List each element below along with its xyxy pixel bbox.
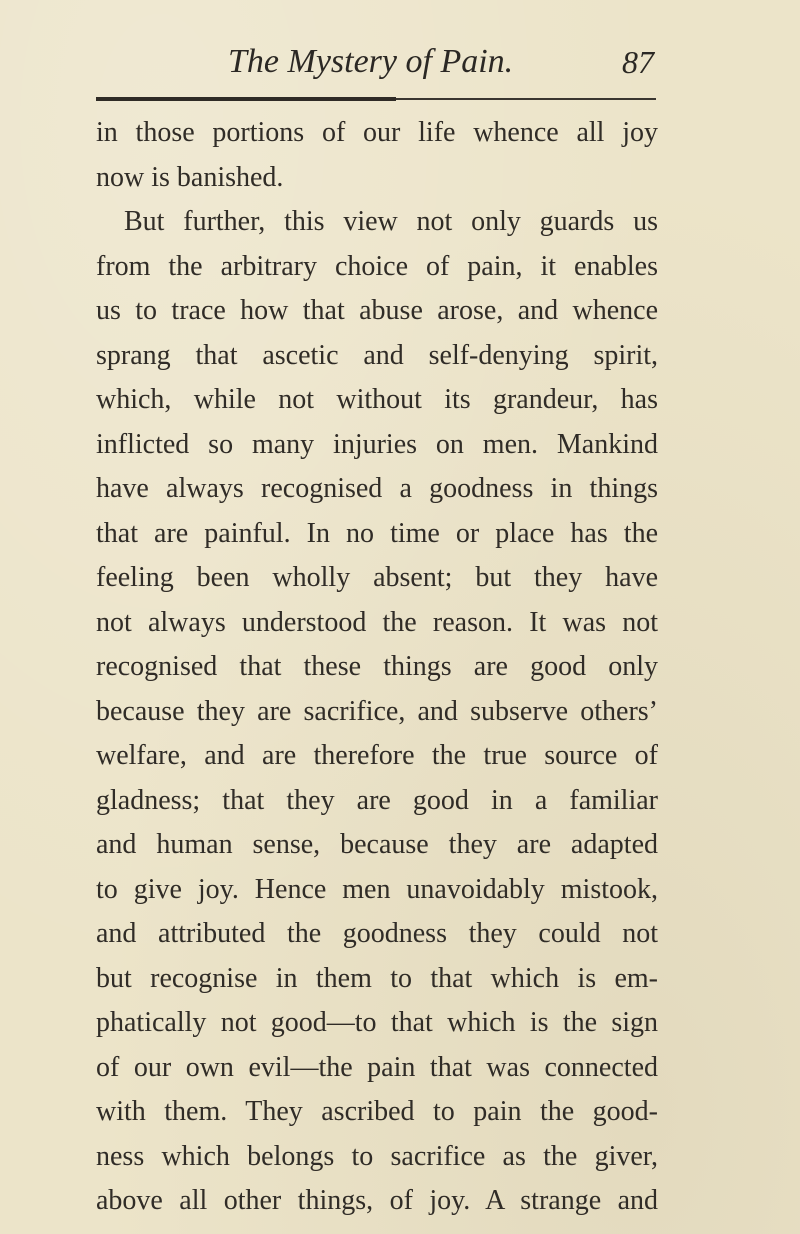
text-line: above all other things, of joy. A strange and <box>96 1185 658 1216</box>
text-line: now is banished. <box>96 161 284 193</box>
text-line: and human sense, because they are adapted <box>96 829 658 860</box>
body-text <box>96 111 658 1224</box>
header-rule <box>96 98 656 100</box>
text-line: in those portions of our life whence all joy <box>96 117 658 148</box>
text-line: have always recognised a goodness in things <box>96 473 658 504</box>
text-line: because they are sacrifice, and subserve others’ <box>96 695 658 727</box>
text-line: with them. They ascribed to pain the good- <box>96 1096 658 1127</box>
text-line: from the arbitrary choice of pain, it enables <box>96 250 658 282</box>
text-line: sprang that ascetic and self-denying spirit, <box>96 339 658 371</box>
text-line: not always understood the reason. It was not <box>96 606 658 638</box>
running-title: The Mystery of Pain. <box>228 43 514 80</box>
text-line: but recognise in them to that which is em- <box>96 962 658 994</box>
text-line: and attributed the goodness they could not <box>96 918 658 949</box>
text-line: welfare, and are therefore the true source of <box>96 740 658 771</box>
page-number: 87 <box>622 44 654 80</box>
text-line: inflicted so many injuries on men. Mankind <box>96 428 658 460</box>
text-line: feeling been wholly absent; but they have <box>96 562 658 593</box>
text-line: gladness; that they are good in a familiar <box>96 784 658 816</box>
text-line: phatically not good—to that which is the sign <box>96 1007 658 1038</box>
text-line: us to trace how that abuse arose, and whence <box>96 295 658 326</box>
running-head <box>228 40 658 88</box>
text-line: that are painful. In no time or place has the <box>96 517 658 549</box>
text-line: which, while not without its grandeur, has <box>96 384 658 415</box>
text-line: of our own evil—the pain that was connected <box>96 1051 658 1083</box>
text-line: But further, this view not only guards us <box>124 206 658 237</box>
text-line: ness which belongs to sacrifice as the giver, <box>96 1140 658 1172</box>
text-line: to give joy. Hence men unavoidably mistook, <box>96 873 658 905</box>
text-line: recognised that these things are good only <box>96 651 658 682</box>
